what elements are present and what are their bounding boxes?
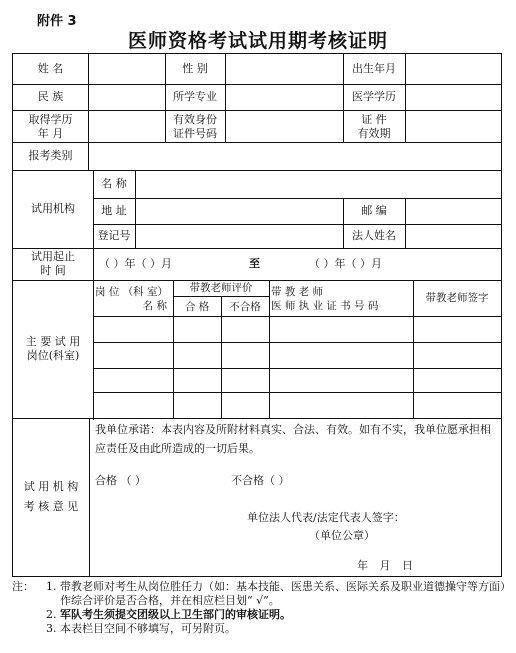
attachment-label: 附件 3 <box>37 14 77 29</box>
label-birth-date: 出生年月 <box>352 62 396 75</box>
unit-seal: （单位公章） <box>309 529 375 542</box>
label-trial-period-line2: 时 间 <box>40 264 66 277</box>
label-main-positions-line1: 主 要 试 用 <box>25 335 81 348</box>
label-inst-name: 名 称 <box>101 177 127 190</box>
label-registration-no: 登记号 <box>97 229 131 242</box>
col-post-line1: 岗 位 （科 室） <box>95 286 169 298</box>
col-teacher-cert-header <box>271 282 411 316</box>
label-cert-validity <box>343 111 405 142</box>
label-main-positions <box>13 280 93 418</box>
pledge-text: 我单位承诺：本表内容及所附材料真实、合法、有效。如有不实，我单位愿承担相应责任及由此所造成的一切后果。 <box>95 423 491 455</box>
label-name: 姓 名 <box>37 62 64 75</box>
trial-end-date: （ ）年（ ）月 <box>309 257 382 270</box>
label-main-positions-line2: 岗位(科室) <box>26 349 80 362</box>
note-3: 本表栏目空间不够填写，可另附页。 <box>60 622 236 635</box>
label-cert-line1: 证 件 <box>361 112 387 126</box>
col-teacher-sign-header: 带教老师签字 <box>425 292 489 304</box>
label-valid-id-line2: 证件号码 <box>173 126 217 140</box>
certificate-form-table <box>12 53 502 577</box>
trial-start-date: （ ）年（ ）月 <box>99 257 172 270</box>
label-trial-period-line1: 试用起止 <box>31 250 75 263</box>
label-gender: 性 别 <box>182 62 208 75</box>
col-post-header <box>95 282 173 316</box>
note-3-number: 3. <box>46 622 57 635</box>
label-review-opinion <box>13 418 89 576</box>
fail-option: 不合格（ ） <box>231 474 290 487</box>
label-postcode: 邮 编 <box>361 204 387 217</box>
label-trial-institution: 试用机构 <box>31 202 75 215</box>
label-inst-address: 地 址 <box>101 204 127 217</box>
note-2: 军队考生须提交团级以上卫生部门的审核证明。 <box>60 608 291 621</box>
label-valid-id-line1: 有效身份 <box>173 112 217 126</box>
label-legal-person-name: 法人姓名 <box>352 229 396 242</box>
label-obtained-degree <box>13 111 88 142</box>
label-medical-degree: 医学学历 <box>352 90 396 103</box>
note-1: 带教老师对考生从岗位胜任力（如：基本技能、医患关系、医际关系及职业道德操守等方面）作综合评价是否合格，并在相应栏目划“ √”。 <box>60 580 506 607</box>
label-exam-category: 报考类别 <box>28 149 73 162</box>
label-obtained-degree-line1: 取得学历 <box>28 112 73 126</box>
col-teacher-line2: 医 师 执 业 证 书 号 码 <box>271 300 379 312</box>
notes-prefix: 注： <box>12 580 34 593</box>
col-eval-header: 带教老师评价 <box>189 282 253 294</box>
trial-to-label: 至 <box>249 257 260 270</box>
label-year-month: 年 月 <box>37 126 64 140</box>
col-fail-header: 不合格 <box>229 300 261 313</box>
label-review-line2: 考 核 意 见 <box>23 500 79 513</box>
form-notes <box>12 580 506 636</box>
col-teacher-line1: 带 教 老 师 <box>271 286 324 298</box>
col-pass-header: 合 格 <box>184 300 210 313</box>
legal-rep-signature: 单位法人代表/法定代表人签字： <box>247 511 405 524</box>
pass-option: 合格 （ ） <box>95 474 146 487</box>
note-1-number: 1. <box>46 580 57 593</box>
label-review-line1: 试 用 机 构 <box>23 480 79 493</box>
label-cert-line2: 有效期 <box>357 126 391 140</box>
form-title: 医师资格考试试用期考核证明 <box>127 30 388 52</box>
sign-date: 年 月 日 <box>357 559 413 572</box>
note-2-number: 2. <box>46 608 57 621</box>
label-valid-id <box>165 111 225 142</box>
label-major: 所学专业 <box>173 90 217 103</box>
col-post-line2: 名 称 <box>142 300 167 312</box>
label-trial-period <box>13 248 93 280</box>
label-ethnicity: 民 族 <box>37 90 64 103</box>
